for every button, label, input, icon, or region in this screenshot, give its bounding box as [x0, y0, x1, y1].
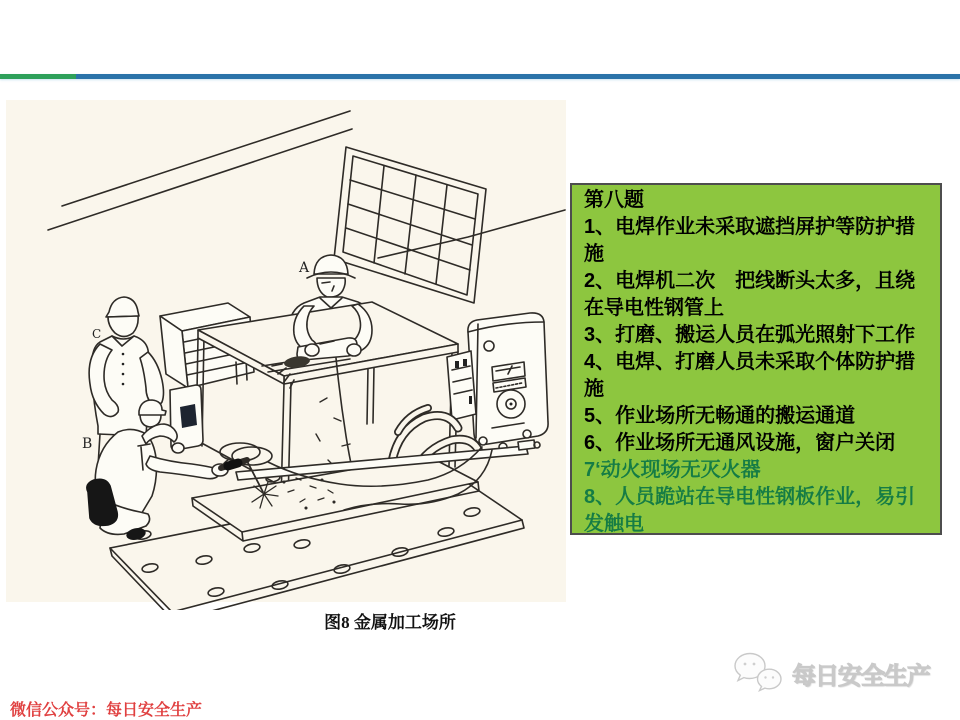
brand-watermark-text: 每日安全生产	[792, 662, 930, 690]
figure-label-a: A	[299, 260, 310, 276]
hazard-item: 1、电焊作业未采取遮挡屏护等防护措施	[584, 216, 916, 265]
hazard-item: 7‘动火现场无灭火器	[584, 459, 761, 481]
workshop-illustration	[0, 96, 570, 610]
top-accent-bar	[0, 74, 960, 79]
hazard-item: 4、电焊、打磨人员未采取个体防护措施	[584, 351, 916, 400]
figure-label-b: B	[82, 436, 93, 452]
hazard-item: 8、人员跪站在导电性钢板作业，易引发触电	[584, 486, 916, 535]
figure-caption: 图8 金属加工场所	[324, 613, 456, 632]
hazard-item: 5、作业场所无畅通的搬运通道	[584, 405, 856, 427]
hazard-item: 3、打磨、搬运人员在弧光照射下工作	[584, 324, 916, 346]
hazard-panel-title: 第八题	[584, 189, 644, 211]
hazard-item: 2、电焊机二次 把线断头太多，且绕在导电性钢管上	[584, 270, 916, 319]
hazard-panel	[570, 183, 942, 535]
hazard-item: 6、作业场所无通风设施，窗户关闭	[584, 432, 896, 454]
wechat-logo-icon	[732, 650, 784, 696]
figure-label-c: C	[92, 327, 102, 341]
wechat-account-label: 微信公众号：每日安全生产	[10, 702, 203, 719]
brand-watermark	[732, 650, 930, 696]
